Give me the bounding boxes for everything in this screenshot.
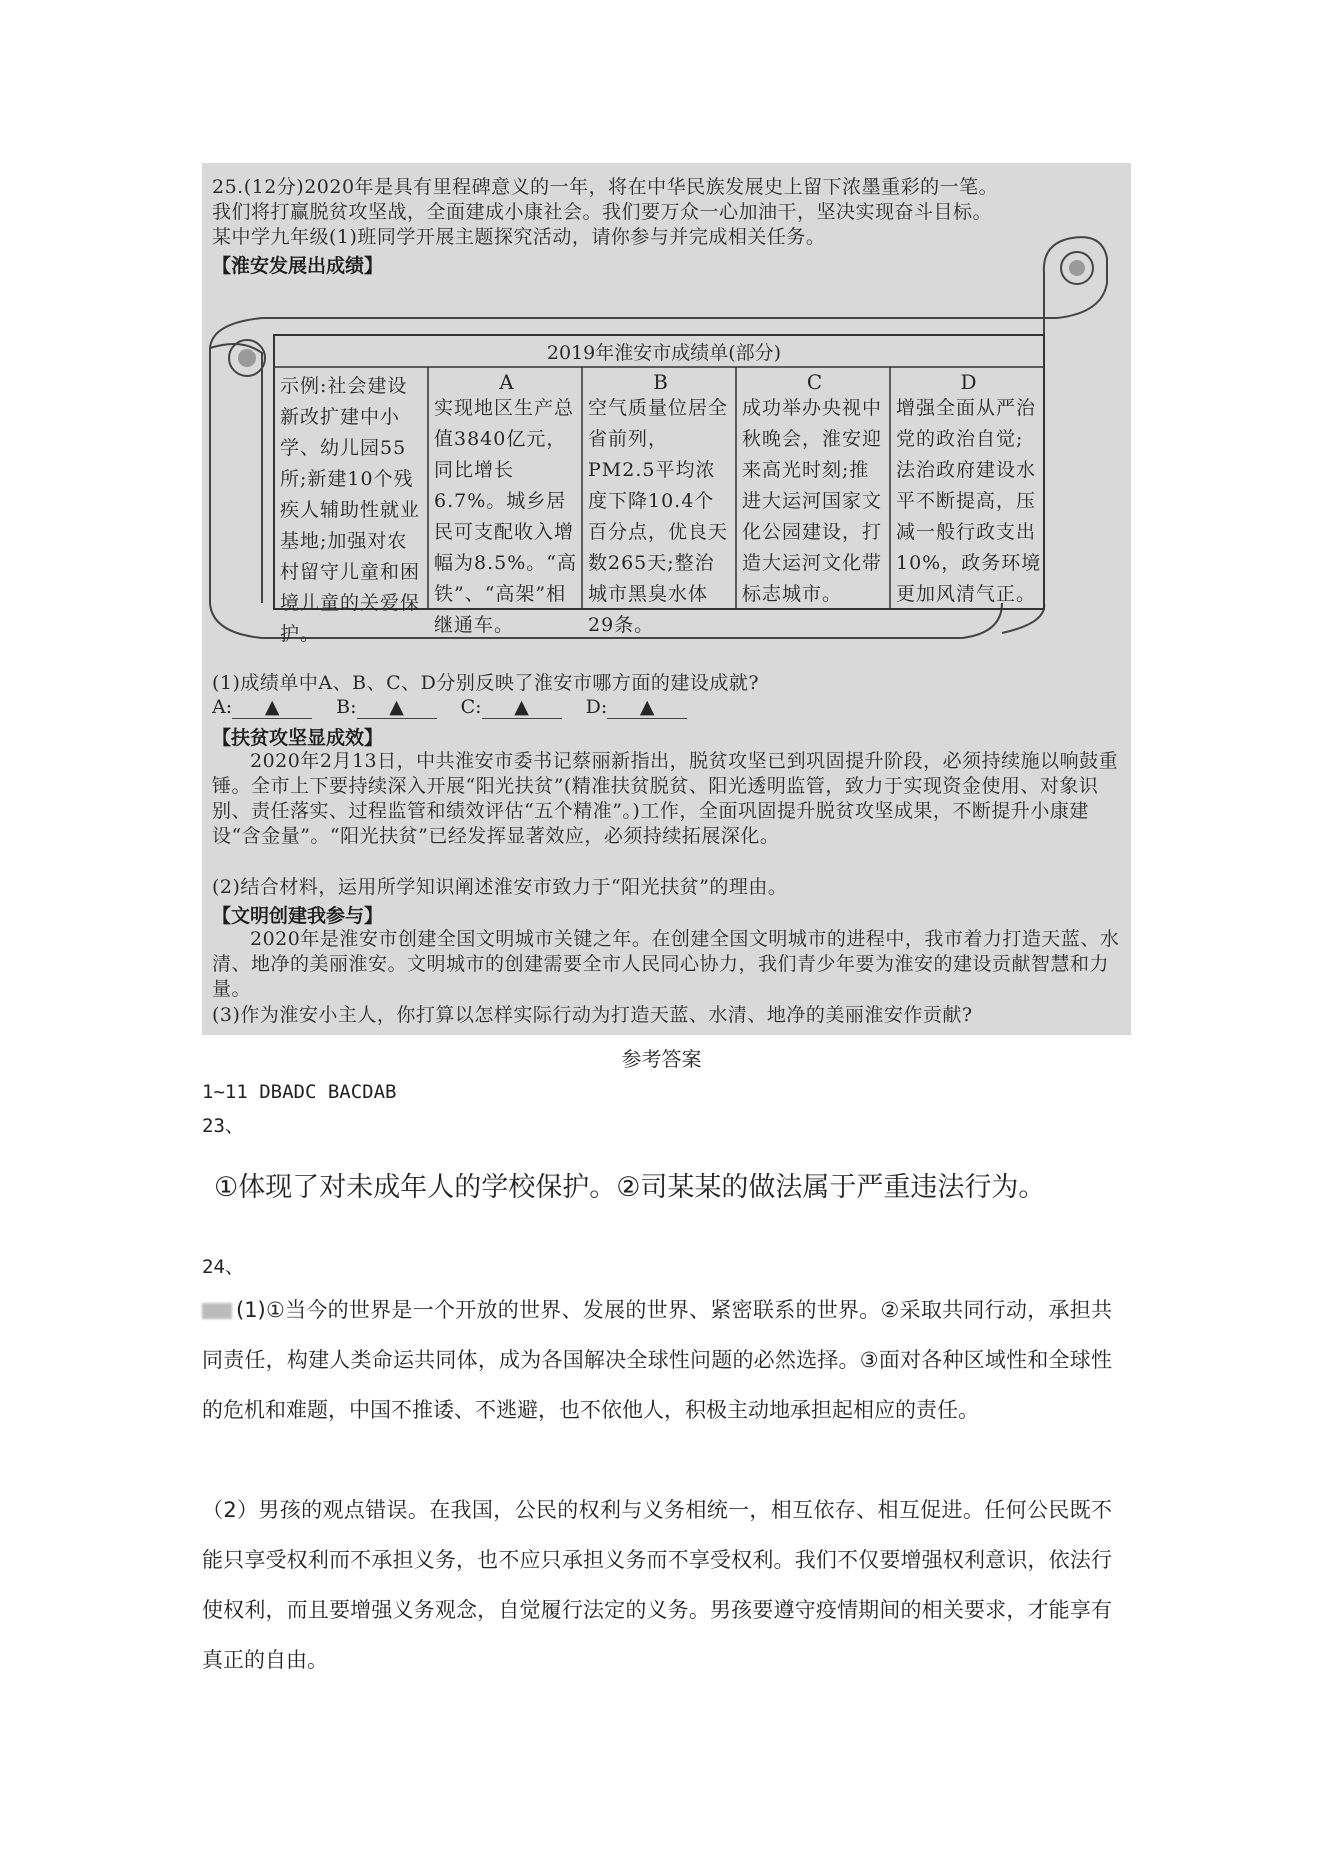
answer-key-title: 参考答案 [621, 1047, 702, 1071]
table-col-d [896, 371, 1042, 610]
question-1: (1)成绩单中A、B、C、D分别反映了淮安市哪方面的建设成就? [212, 672, 760, 694]
col-letter: B [653, 370, 669, 394]
col-letter: A [499, 370, 515, 394]
col-letter: C [806, 370, 824, 394]
q23-answer: ①体现了对未成年人的学校保护。②司某某的做法属于严重违法行为。 [214, 1172, 1046, 1203]
blurred-mark-icon [202, 1303, 232, 1319]
q24-answer-part1 [202, 1285, 1112, 1435]
answer-blank-b[interactable]: ▲ [357, 696, 437, 719]
section-heading-3: 【文明创建我参与】 [212, 905, 384, 927]
q23-label: 23、 [202, 1115, 244, 1137]
q24-answer-part2: （2）男孩的观点错误。在我国，公民的权利与义务相统一，相互依存、相互促进。任何公民既不能只享受权利而不承担义务，也不应只承担义务而不享受权利。我们不仅要增强权利意识，依法行使权利，而且要增强义务观念，自觉履行法定的义务。男孩要遵守疫情期间的相关要求，才能享有真正的自由。 [202, 1498, 1112, 1672]
table-col-b [588, 371, 734, 641]
answer-blank-c[interactable]: ▲ [482, 696, 562, 719]
question-2: (2)结合材料，运用所学知识阐述淮安市致力于“阳光扶贫”的理由。 [212, 876, 788, 898]
answer-blanks [212, 696, 705, 719]
answer-blank-a[interactable]: ▲ [232, 696, 312, 719]
table-col-example [280, 371, 426, 650]
col-letter: D [960, 370, 978, 394]
col-text: 成功举办央视中秋晚会，淮安迎来高光时刻;推进大运河国家文化公园建设，打造大运河文化带标志城市。 [742, 397, 883, 605]
question-3: (3)作为淮安小主人，你打算以怎样实际行动为打造天蓝、水清、地净的美丽淮安作贡献? [212, 1004, 973, 1026]
q24-part1-text: (1)①当今的世界是一个开放的世界、发展的世界、紧密联系的世界。②采取共同行动，承担共同责任，构建人类命运共同体，成为各国解决全球性问题的必然选择。③面对各种区域性和全球性的危机和难题，中国不推诿、不逃避，也不依他人，积极主动地承担起相应的责任。 [202, 1298, 1112, 1422]
col-text: 增强全面从严治党的政治自觉;法治政府建设水平不断提高，压减一般行政支出10%，政务环境更加风清气正。 [896, 397, 1042, 605]
intro-line-2: 我们将打赢脱贫攻坚战，全面建成小康社会。我们要万众一心加油干，坚决实现奋斗目标。 [212, 201, 993, 223]
section-heading-1: 【淮安发展出成绩】 [212, 255, 384, 277]
answer-label-d: D: [585, 696, 608, 718]
answer-label-c: C: [460, 696, 482, 718]
paragraph-2: 2020年2月13日，中共淮安市委书记蔡丽新指出，脱贫攻坚已到巩固提升阶段，必须持续施以响鼓重锤。全市上下要持续深入开展“阳光扶贫”(精准扶贫脱贫、阳光透明监管，致力于实现资金使用、对象识别、责任落实、过程监管和绩效评估“五个精准”。)工作，全面巩固提升脱贫攻坚成果，不断提升小康建设“含金量”。“阳光扶贫”已经发挥显著效应，必须持续拓展深化。 [212, 750, 1119, 847]
col-text: 示例:社会建设新改扩建中小学、幼儿园55所;新建10个残疾人辅助性就业基地;加强对农村留守儿童和困境儿童的关爱保护。 [280, 375, 421, 645]
section-heading-2: 【扶贫攻坚显成效】 [212, 727, 384, 749]
answer-label-b: B: [336, 696, 357, 718]
intro-line-3: 某中学九年级(1)班同学开展主题探究活动，请你参与并完成相关任务。 [212, 226, 826, 248]
answer-blank-d[interactable]: ▲ [607, 696, 687, 719]
paragraph-3: 2020年是淮安市创建全国文明城市关键之年。在创建全国文明城市的进程中，我市着力打造天蓝、水清、地净的美丽淮安。文明城市的创建需要全市人民同心协力，我们青少年要为淮安的建设贡献智慧和力量。 [212, 928, 1120, 1000]
col-text: 实现地区生产总值3840亿元，同比增长6.7%。城乡居民可支配收入增幅为8.5%。“高铁”、“高架”相继通车。 [434, 397, 577, 636]
col-text: 空气质量位居全省前列，PM2.5平均浓度下降10.4个百分点，优良天数265天;整治城市黑臭水体29条。 [588, 397, 729, 636]
exam-scan-image [202, 163, 1131, 1035]
q24-label: 24、 [202, 1256, 244, 1278]
mc-answers: 1~11 DBADC BACDAB [202, 1081, 397, 1103]
table-title: 2019年淮安市成绩单(部分) [546, 342, 782, 364]
table-col-a [434, 371, 580, 641]
intro-line-1: 25.(12分)2020年是具有里程碑意义的一年，将在中华民族发展史上留下浓墨重彩的一笔。 [212, 176, 999, 198]
answer-label-a: A: [212, 696, 233, 718]
table-col-c [742, 371, 888, 610]
